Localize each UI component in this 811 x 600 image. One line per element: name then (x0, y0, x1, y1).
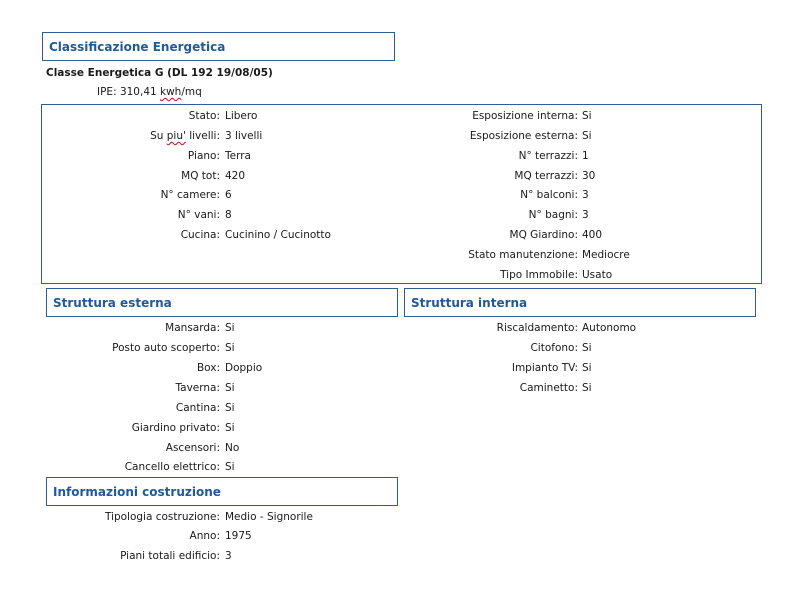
detail-row (0, 228, 811, 242)
detail-row (0, 169, 811, 183)
internal-row (0, 321, 811, 335)
construction-row (0, 529, 811, 543)
detail-value: Mediocre (582, 249, 630, 261)
detail-label: Tipo Immobile: (500, 269, 578, 281)
ipe-prefix: IPE: 310,41 (97, 86, 161, 98)
internal-section-header (404, 288, 756, 317)
detail-row (0, 268, 811, 282)
label-part: Su (150, 130, 167, 142)
label-part-misspelled: piu' (166, 130, 186, 142)
ipe-value (97, 85, 202, 99)
external-label: Taverna: (175, 382, 220, 394)
construction-row (0, 549, 811, 563)
detail-label: N° terrazzi: (518, 150, 578, 162)
ipe-unit-kwh: kwh (160, 86, 182, 98)
detail-label: N° camere: (160, 189, 220, 201)
external-value: Doppio (225, 362, 263, 374)
detail-value: 3 livelli (225, 130, 263, 142)
external-label: Giardino privato: (131, 422, 220, 434)
external-label: Cancello elettrico: (124, 461, 220, 473)
external-section-header (46, 288, 398, 317)
detail-row (0, 248, 811, 262)
detail-label: Esposizione esterna: (469, 130, 578, 142)
external-label: Box: (196, 362, 220, 374)
energy-section-title: Classificazione Energetica (49, 39, 226, 54)
detail-label: MQ tot: (181, 170, 220, 182)
internal-label: Caminetto: (519, 382, 578, 394)
detail-label: Esposizione interna: (472, 110, 578, 122)
external-row (0, 421, 811, 435)
external-value: No (225, 442, 240, 454)
external-value: Si (225, 402, 235, 414)
internal-value: Si (582, 382, 592, 394)
external-row (0, 460, 811, 474)
construction-label: Anno: (189, 530, 220, 542)
internal-row (0, 381, 811, 395)
external-label: Posto auto scoperto: (112, 342, 220, 354)
detail-value: 1 (582, 150, 589, 162)
detail-row (0, 109, 811, 123)
detail-value: 6 (225, 189, 232, 201)
external-value: Si (225, 322, 235, 334)
internal-label: Riscaldamento: (496, 322, 578, 334)
external-label: Mansarda: (165, 322, 220, 334)
detail-label: N° vani: (177, 209, 220, 221)
detail-value: Terra (225, 150, 251, 162)
external-label: Ascensori: (165, 442, 220, 454)
detail-label: Stato manutenzione: (468, 249, 578, 261)
energy-class-line: Classe Energetica G (DL 192 19/08/05) (46, 67, 273, 79)
external-row (0, 441, 811, 455)
internal-value: Si (582, 342, 592, 354)
internal-row (0, 341, 811, 355)
detail-value: 3 (582, 209, 589, 221)
detail-row (0, 129, 811, 143)
construction-value: Medio - Signorile (225, 511, 313, 523)
detail-value: 3 (582, 189, 589, 201)
external-label: Cantina: (175, 402, 220, 414)
detail-label: MQ Giardino: (509, 229, 578, 241)
internal-label: Impianto TV: (511, 362, 578, 374)
detail-label: N° bagni: (528, 209, 578, 221)
detail-value: Usato (582, 269, 613, 281)
internal-label: Citofono: (530, 342, 578, 354)
detail-value: 420 (225, 170, 246, 182)
internal-section-title: Struttura interna (411, 295, 528, 310)
detail-label: N° balconi: (520, 189, 578, 201)
construction-label: Piani totali edificio: (120, 550, 220, 562)
detail-value: Libero (225, 110, 258, 122)
detail-label: Piano: (187, 150, 220, 162)
external-row (0, 401, 811, 415)
construction-value: 3 (225, 550, 232, 562)
detail-value: 8 (225, 209, 232, 221)
detail-row (0, 149, 811, 163)
detail-label: Stato: (188, 110, 220, 122)
detail-value: Si (582, 130, 592, 142)
external-section-title: Struttura esterna (53, 295, 172, 310)
detail-row (0, 208, 811, 222)
internal-value: Autonomo (582, 322, 637, 334)
construction-label: Tipologia costruzione: (104, 511, 220, 523)
detail-row (0, 188, 811, 202)
external-value: Si (225, 422, 235, 434)
construction-row (0, 510, 811, 524)
detail-value: 400 (582, 229, 603, 241)
external-value: Si (225, 342, 235, 354)
internal-value: Si (582, 362, 592, 374)
detail-value: Si (582, 110, 592, 122)
ipe-unit-mq: /mq (181, 86, 202, 98)
internal-row (0, 361, 811, 375)
external-value: Si (225, 461, 235, 473)
construction-section-title: Informazioni costruzione (53, 484, 221, 499)
label-part: livelli: (185, 130, 220, 142)
detail-label: MQ terrazzi: (514, 170, 578, 182)
energy-section-header (42, 32, 395, 61)
construction-value: 1975 (225, 530, 252, 542)
detail-value: Cucinino / Cucinotto (225, 229, 331, 241)
detail-value: 30 (582, 170, 596, 182)
construction-section-header (46, 477, 398, 506)
external-value: Si (225, 382, 235, 394)
detail-label: Cucina: (180, 229, 220, 241)
